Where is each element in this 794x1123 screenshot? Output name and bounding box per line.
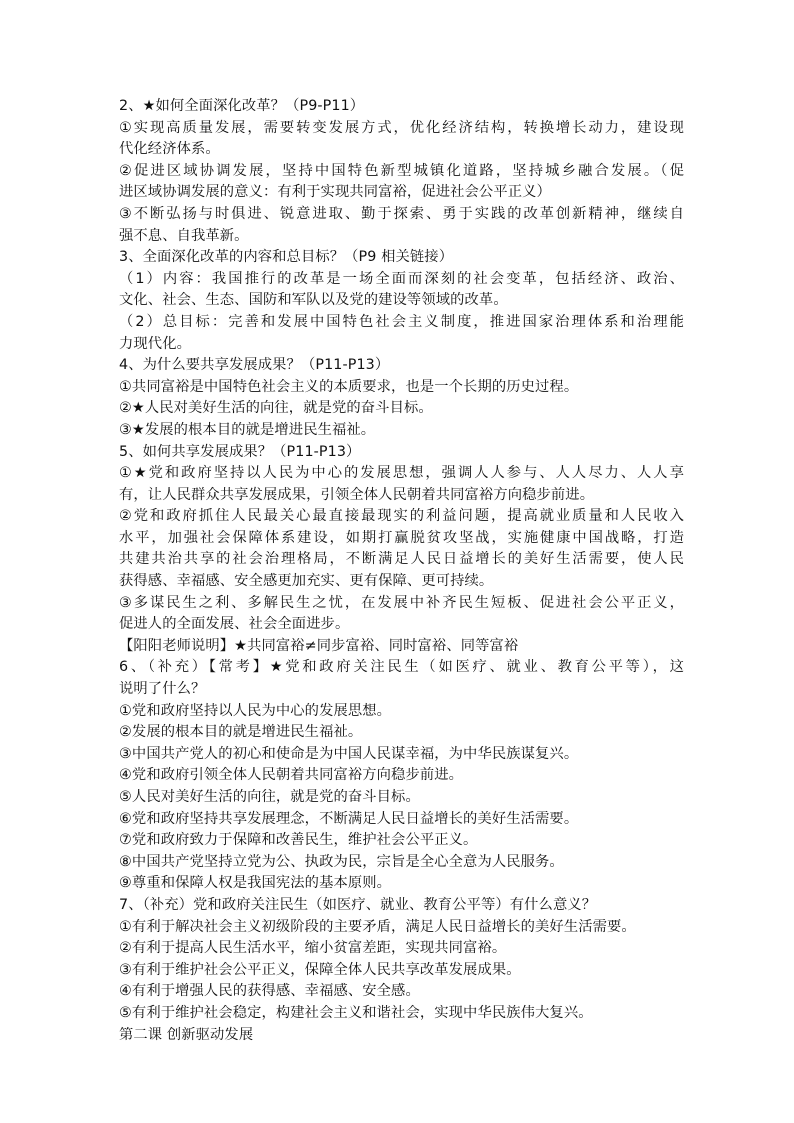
text-line: ⑥党和政府坚持共享发展理念，不断满足人民日益增长的美好生活需要。 <box>119 810 579 827</box>
text-line: ③中国共产党人的初心和使命是为中国人民谋幸福，为中华民族谋复兴。 <box>119 745 579 762</box>
text-line: ①★党和政府坚持以人民为中心的发展思想，强调人人参与、人人尽力、人人享 <box>119 465 684 482</box>
text-line: ⑦党和政府致力于保障和改善民生，维护社会公平正义。 <box>119 832 478 849</box>
text-line: 有，让人民群众共享发展成果，引领全体人民朝着共同富裕方向稳步前进。 <box>119 486 595 503</box>
text-line: ⑨尊重和保障人权是我国宪法的基本原则。 <box>119 875 392 892</box>
text-line: 代化经济体系。 <box>119 141 220 158</box>
text-line: 促进人的全面发展、社会全面进步。 <box>119 616 350 633</box>
text-line: ①党和政府坚持以人民为中心的发展思想。 <box>119 702 392 719</box>
text-line: ②发展的根本目的就是增进民生福祉。 <box>119 724 363 741</box>
text-line: ①有利于解决社会主义初级阶段的主要矛盾，满足人民日益增长的美好生活需要。 <box>119 918 636 935</box>
text-line: 获得感、幸福感、安全感更加充实、更有保障、更可持续。 <box>119 573 494 590</box>
text-line: 共建共治共享的社会治理格局，不断满足人民日益增长的美好生活需要，使人民 <box>119 551 684 568</box>
text-line: ③不断弘扬与时俱进、锐意进取、勤于探索、勇于实践的改革创新精神，继续自 <box>119 205 684 222</box>
text-line: （1）内容：我国推行的改革是一场全面而深刻的社会变革，包括经济、政治、 <box>119 270 684 287</box>
text-line: ⑤有利于维护社会稳定，构建社会主义和谐社会，实现中华民族伟大复兴。 <box>119 1004 593 1021</box>
text-line: 力现代化。 <box>119 335 191 352</box>
text-line: ④党和政府引领全体人民朝着共同富裕方向稳步前进。 <box>119 767 464 784</box>
text-line: ⑤人民对美好生活的向往，就是党的奋斗目标。 <box>119 789 420 805</box>
text-line: ⑧中国共产党坚持立党为公、执政为民，宗旨是全心全意为人民服务。 <box>119 853 564 870</box>
text-line: 水平，加强社会保障体系建设，如期打赢脱贫攻坚战，实施健康中国战略，打造 <box>119 529 684 546</box>
text-line: ③★发展的根本目的就是增进民生福祉。 <box>119 421 376 438</box>
text-line: ④有利于增强人民的获得感、幸福感、安全感。 <box>119 983 420 1000</box>
text-line: ③多谋民生之利、多解民生之忧，在发展中补齐民生短板、促进社会公平正义， <box>119 594 684 611</box>
text-line: ②党和政府抓住人民最关心最直接最现实的利益问题，提高就业质量和人民收入 <box>119 508 684 525</box>
heading-q3: 3、全面深化改革的内容和总目标？（P9 相关链接） <box>119 249 454 266</box>
teacher-note: 【阳阳老师说明】★共同富裕≠同步富裕、同时富裕、同等富裕 <box>119 637 519 654</box>
heading-q7: 7、（补充）党和政府关注民生（如医疗、就业、教育公平等）有什么意义？ <box>119 896 597 913</box>
text-line: 强不息、自我革新。 <box>119 227 249 244</box>
document-page <box>119 96 684 1046</box>
text-line: ①共同富裕是中国特色社会主义的本质要求，也是一个长期的历史过程。 <box>119 378 579 395</box>
text-line: ③有利于维护社会公平正义，保障全体人民共享改革发展成果。 <box>119 961 521 978</box>
heading-q4: 4、为什么要共享发展成果？（P11-P13） <box>119 357 390 374</box>
lesson-title: 第二课 创新驱动发展 <box>119 1026 254 1043</box>
text-line: 文化、社会、生态、国防和军队以及党的建设等领域的改革。 <box>119 292 508 309</box>
text-line: ②★人民对美好生活的向往，就是党的奋斗目标。 <box>119 400 433 417</box>
heading-q6-cont: 说明了什么？ <box>119 681 206 698</box>
heading-q6: 6、（补充）【常考】★党和政府关注民生（如医疗、就业、教育公平等），这 <box>119 659 684 676</box>
text-line: ②有利于提高人民生活水平，缩小贫富差距，实现共同富裕。 <box>119 940 507 957</box>
text-line: （2）总目标：完善和发展中国特色社会主义制度，推进国家治理体系和治理能 <box>119 313 684 330</box>
heading-q5: 5、如何共享发展成果？（P11-P13） <box>119 443 361 460</box>
text-line: ②促进区域协调发展，坚持中国特色新型城镇化道路，坚持城乡融合发展。（促 <box>119 162 684 179</box>
text-line: ①实现高质量发展，需要转变发展方式，优化经济结构，转换增长动力，建设现 <box>119 119 684 136</box>
text-line: 进区域协调发展的意义：有利于实现共同富裕，促进社会公平正义） <box>119 184 551 201</box>
heading-q2: 2、★如何全面深化改革？（P9-P11） <box>119 98 365 114</box>
